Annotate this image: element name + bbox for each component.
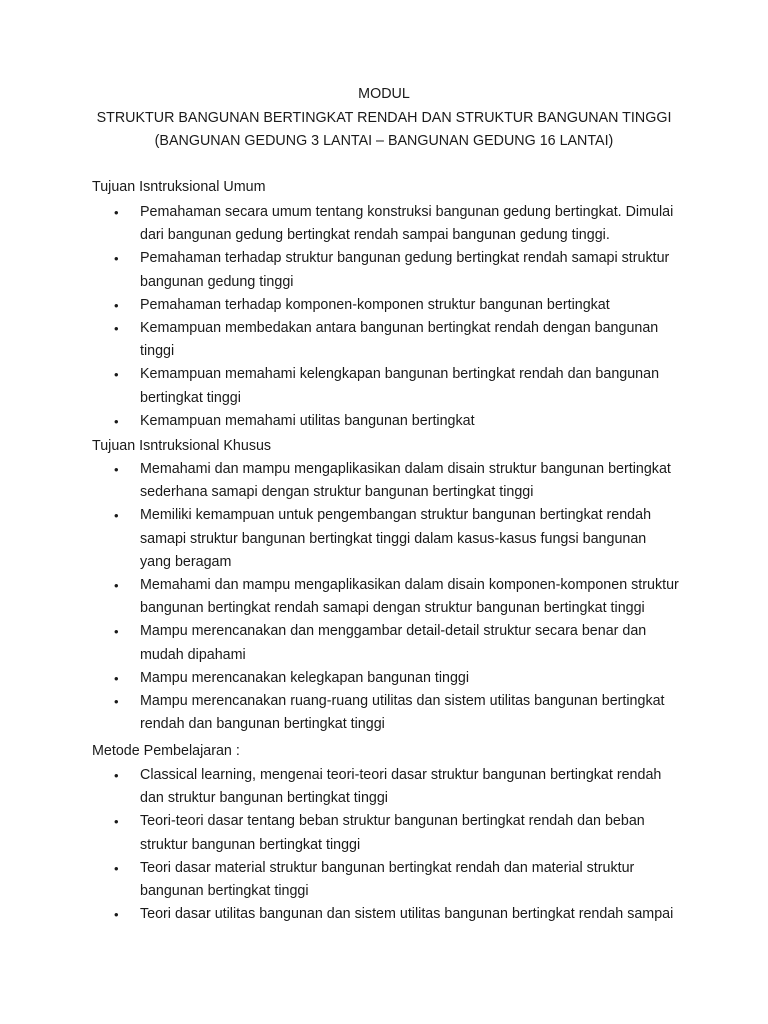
bullet-icon: • [114,624,119,640]
bullet-icon: • [114,413,119,429]
bullet-icon: • [114,670,119,686]
section-heading-metode: Metode Pembelajaran : [92,743,240,759]
section-heading-tujuan-umum: Tujuan Isntruksional Umum [92,179,266,195]
list-item: • Kemampuan memahami kelengkapan bangunan bertingkat rendah dan bangunan bertingkat tinggi [0,363,680,409]
bullet-icon: • [114,367,119,383]
list-item: • Memahami dan mampu mengaplikasikan dalam disain struktur bangunan bertingkat sederhana samapi dengan struktur bangunan bertingkat tinggi [0,458,680,504]
list-item: • Mampu merencanakan kelegkapan bangunan tinggi [0,667,680,690]
list-tujuan-umum [0,201,680,433]
bullet-icon: • [114,297,119,313]
list-item: • Pemahaman terhadap struktur bangunan gedung bertingkat rendah samapi struktur bangunan gedung tinggi [0,247,680,293]
list-item: • Pemahaman terhadap komponen-komponen struktur bangunan bertingkat [0,294,680,317]
list-item: • Mampu merencanakan dan menggambar detail-detail struktur secara benar dan mudah dipahami [0,620,680,666]
document-scope: (BANGUNAN GEDUNG 3 LANTAI – BANGUNAN GEDUNG 16 LANTAI) [154,133,614,149]
list-item: • Pemahaman secara umum tentang konstruksi bangunan gedung bertingkat. Dimulai dari bangunan gedung bertingkat rendah sampai bangunan gedung tinggi. [0,201,680,247]
list-tujuan-khusus [0,458,680,736]
bullet-icon: • [114,508,119,524]
bullet-icon: • [114,694,119,710]
list-item: • Teori dasar material struktur bangunan bertingkat rendah dan material struktur bangunan bertingkat tinggi [0,857,680,903]
bullet-icon: • [114,860,119,876]
list-item: • Memiliki kemampuan untuk pengembangan struktur bangunan bertingkat rendah samapi struktur bangunan bertingkat tinggi dalam kasus-kasus fungsi bangunan yang beragam [0,504,680,574]
list-item: • Classical learning, mengenai teori-teori dasar struktur bangunan bertingkat rendah dan struktur bangunan bertingkat tinggi [0,764,680,810]
list-item: • Kemampuan membedakan antara bangunan bertingkat rendah dengan bangunan tinggi [0,317,680,363]
bullet-icon: • [114,462,119,477]
bullet-icon: • [114,321,119,337]
list-item: • Teori dasar utilitas bangunan dan sistem utilitas bangunan bertingkat rendah sampai [0,903,680,926]
bullet-icon: • [114,205,119,220]
document-subtitle: STRUKTUR BANGUNAN BERTINGKAT RENDAH DAN STRUKTUR BANGUNAN TINGGI [96,110,672,126]
bullet-icon: • [114,578,119,594]
list-item: • Memahami dan mampu mengaplikasikan dalam disain komponen-komponen struktur bangunan bertingkat rendah samapi dengan struktur bangunan bertingkat tinggi [0,574,680,620]
section-heading-tujuan-khusus: Tujuan Isntruksional Khusus [92,438,272,454]
list-metode [0,764,680,926]
bullet-icon: • [114,251,119,267]
list-item: • Mampu merencanakan ruang-ruang utilitas dan sistem utilitas bangunan bertingkat rendah dan bangunan bertingkat tinggi [0,690,680,736]
list-item: • Kemampuan memahami utilitas bangunan bertingkat [0,410,680,433]
list-item: • Teori-teori dasar tentang beban struktur bangunan bertingkat rendah dan beban struktur bangunan bertingkat tinggi [0,810,680,856]
bullet-icon: • [114,768,119,783]
document-title: MODUL [358,86,410,102]
bullet-icon: • [114,907,119,923]
bullet-icon: • [114,814,119,830]
